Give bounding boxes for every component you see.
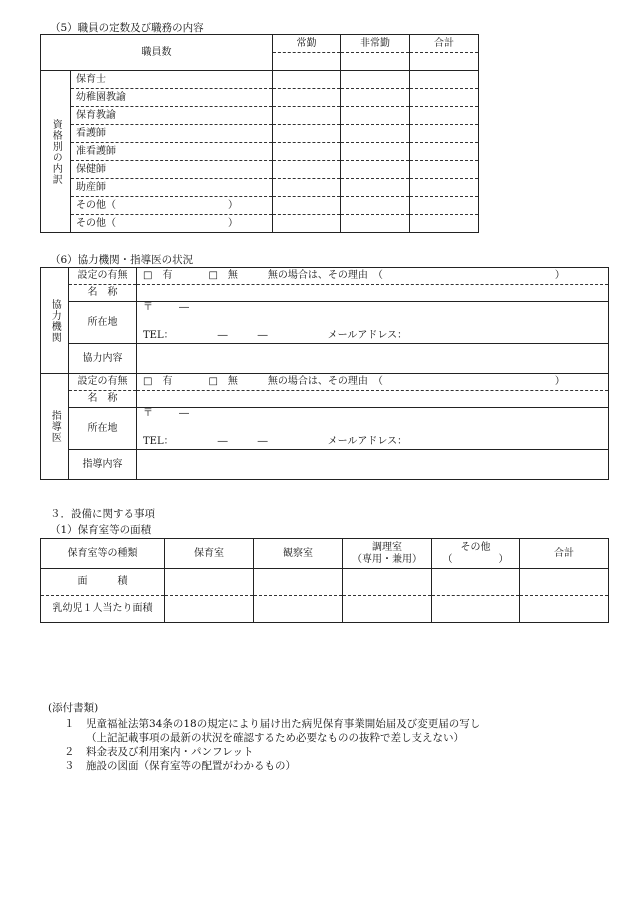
cooperating-institution-group	[41, 268, 69, 374]
attachments-list	[64, 716, 480, 772]
postal-row[interactable]	[137, 408, 609, 429]
setting-row	[137, 374, 609, 391]
qualification-group-label: 資格別の内訳	[50, 118, 62, 185]
content-field[interactable]	[137, 450, 609, 480]
cell[interactable]	[341, 161, 410, 179]
attachment-item	[64, 716, 480, 730]
address-label: 所在地	[69, 302, 137, 344]
cell[interactable]	[273, 197, 341, 215]
postal-mark: 〒	[143, 408, 153, 419]
row-label: 保健師	[71, 161, 273, 179]
staff-count-header: 職員数	[41, 35, 273, 71]
cell[interactable]	[410, 71, 479, 89]
cell[interactable]	[410, 143, 479, 161]
setting-row	[137, 268, 609, 285]
attachment-item	[64, 758, 480, 772]
col-fulltime: 常勤	[273, 35, 341, 53]
section5-heading: （5）職員の定数及び職務の内容	[50, 22, 204, 34]
section3-subheading: （1）保育室等の面積	[50, 524, 152, 536]
cell[interactable]	[432, 596, 520, 623]
name-label: 名 称	[69, 391, 137, 408]
cell[interactable]	[273, 71, 341, 89]
setting-label: 設定の有無	[69, 374, 137, 391]
other-label: その他（	[76, 217, 116, 229]
setting-label: 設定の有無	[69, 268, 137, 285]
cell[interactable]	[273, 161, 341, 179]
row-label: 助産師	[71, 179, 273, 197]
cooperation-table	[40, 267, 609, 480]
name-field[interactable]	[137, 391, 609, 408]
area-row-label: 面 積	[41, 569, 165, 596]
cell[interactable]	[273, 89, 341, 107]
cell[interactable]	[273, 125, 341, 143]
cell[interactable]	[254, 569, 343, 596]
supervising-doctor-label: 指導医	[49, 410, 61, 443]
row-label: 幼稚園教諭	[71, 89, 273, 107]
reason-label: 無の場合は、その理由 （	[267, 270, 383, 282]
other-close: ）	[228, 217, 238, 229]
cell[interactable]	[273, 143, 341, 161]
attachment-num: １	[64, 718, 75, 730]
cell[interactable]	[432, 569, 520, 596]
contact-row[interactable]	[137, 429, 609, 450]
checkbox-yes[interactable]: □ 有	[143, 376, 173, 388]
other-label: その他	[460, 542, 491, 553]
contact-row[interactable]	[137, 323, 609, 344]
postal-dash: ―	[179, 302, 189, 313]
postal-row[interactable]	[137, 302, 609, 323]
cell[interactable]	[410, 161, 479, 179]
cell[interactable]	[343, 569, 432, 596]
row-label: 保育士	[71, 71, 273, 89]
postal-dash: ―	[179, 408, 189, 419]
cell[interactable]	[273, 107, 341, 125]
content-label: 指導内容	[69, 450, 137, 480]
attachment-text: 料金表及び利用案内・パンフレット	[86, 746, 254, 758]
attachment-text: 児童福祉法第34条の18の規定により届け出た病児保育事業開始届及び変更届の写し	[86, 718, 481, 730]
address-label: 所在地	[69, 408, 137, 450]
staff-total-fulltime[interactable]	[273, 53, 341, 71]
cell[interactable]	[410, 107, 479, 125]
supervising-doctor-group	[41, 374, 69, 480]
cell[interactable]	[341, 179, 410, 197]
section6-heading: （6）協力機関・指導医の状況	[50, 254, 194, 266]
staff-total-sum[interactable]	[410, 53, 479, 71]
tel-label: TEL：	[143, 329, 174, 341]
col-parttime: 非常勤	[341, 35, 410, 53]
attachment-num: ３	[64, 760, 75, 772]
cell[interactable]	[165, 569, 254, 596]
content-label: 協力内容	[69, 344, 137, 374]
name-field[interactable]	[137, 285, 609, 302]
reason-close: ）	[554, 376, 565, 388]
kitchen-header	[343, 539, 432, 569]
cell[interactable]	[410, 125, 479, 143]
row-other-1	[71, 197, 273, 215]
cell[interactable]	[341, 107, 410, 125]
staff-table	[40, 34, 479, 233]
room-type-header: 保育室等の種類	[41, 539, 165, 569]
row-label: 看護師	[71, 125, 273, 143]
cell[interactable]	[341, 71, 410, 89]
cell[interactable]	[341, 197, 410, 215]
postal-mark: 〒	[143, 302, 153, 313]
total-header: 合計	[520, 539, 609, 569]
cell[interactable]	[273, 179, 341, 197]
mail-label: メールアドレス：	[327, 435, 408, 447]
observation-room-header: 観察室	[254, 539, 343, 569]
name-label: 名 称	[69, 285, 137, 302]
row-other-2	[71, 215, 273, 233]
qualification-group	[41, 71, 71, 233]
area-table	[40, 538, 609, 623]
tel-dash: ―	[257, 435, 268, 447]
checkbox-yes[interactable]: □ 有	[143, 270, 173, 282]
attachments-heading: (添付書類)	[48, 702, 99, 714]
attachment-item	[64, 744, 480, 758]
staff-total-parttime[interactable]	[341, 53, 410, 71]
checkbox-no[interactable]: □ 無	[208, 270, 238, 282]
mail-label: メールアドレス：	[327, 329, 408, 341]
cell[interactable]	[254, 596, 343, 623]
kitchen-label: 調理室	[372, 542, 402, 553]
cooperating-institution-label: 協力機関	[49, 298, 61, 343]
content-field[interactable]	[137, 344, 609, 374]
cell[interactable]	[341, 125, 410, 143]
attachment-num: ２	[64, 746, 75, 758]
other-header	[432, 539, 520, 569]
cell[interactable]	[343, 596, 432, 623]
cell[interactable]	[341, 89, 410, 107]
attachment-item	[64, 730, 480, 744]
cell[interactable]	[410, 179, 479, 197]
attachment-text: 施設の図面（保育室等の配置がわかるもの）	[86, 760, 296, 772]
attachment-text: （上記記載事項の最新の状況を確認するため必要なものの抜粋で差し支えない）	[86, 732, 464, 744]
cell[interactable]	[273, 215, 341, 233]
cell[interactable]	[520, 596, 609, 623]
other-paren-open: （	[442, 553, 453, 565]
section3-heading: ３．設備に関する事項	[50, 508, 155, 520]
row-label: 保育教諭	[71, 107, 273, 125]
cell[interactable]	[341, 143, 410, 161]
tel-dash: ―	[257, 329, 268, 341]
cell[interactable]	[410, 215, 479, 233]
cell[interactable]	[341, 215, 410, 233]
row-label: 准看護師	[71, 143, 273, 161]
other-close: ）	[228, 199, 238, 211]
cell[interactable]	[410, 197, 479, 215]
kitchen-type: （専用・兼用）	[352, 553, 422, 565]
reason-close: ）	[554, 270, 565, 282]
reason-label: 無の場合は、その理由 （	[267, 376, 383, 388]
col-total: 合計	[410, 35, 479, 53]
cell[interactable]	[520, 569, 609, 596]
tel-label: TEL：	[143, 435, 174, 447]
tel-dash: ―	[217, 435, 228, 447]
cell[interactable]	[410, 89, 479, 107]
per-child-row-label: 乳幼児１人当たり面積	[41, 596, 165, 623]
other-paren	[432, 554, 519, 566]
other-label: その他（	[76, 199, 116, 211]
cell[interactable]	[165, 596, 254, 623]
checkbox-no[interactable]: □ 無	[208, 376, 238, 388]
tel-dash: ―	[217, 329, 228, 341]
other-paren-close: ）	[498, 553, 509, 565]
nursery-room-header: 保育室	[165, 539, 254, 569]
